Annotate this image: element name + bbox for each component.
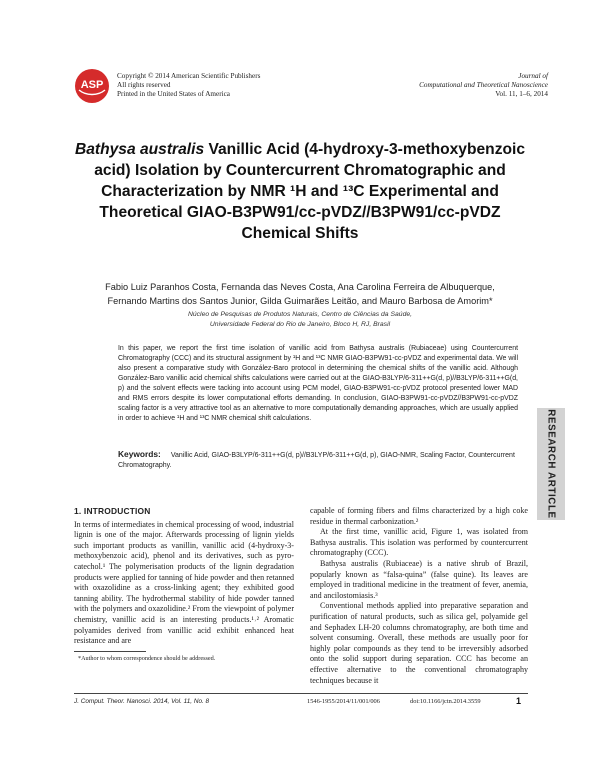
journal-name-line: Computational and Theoretical Nanoscience <box>419 81 548 89</box>
section-heading: 1. INTRODUCTION <box>74 506 151 516</box>
affiliation-line: Núcleo de Pesquisas de Produtos Naturais, Centro de Ciências da Saúde, <box>187 311 413 318</box>
authors-line: Fabio Luiz Paranhos Costa, Fernanda das Neves Costa, Ana Carolina Ferreira de Albuquerque, <box>105 282 495 292</box>
keywords <box>118 449 518 471</box>
copyright-notice <box>117 72 260 99</box>
logo-text: ASP <box>80 79 104 91</box>
author-list <box>70 281 530 308</box>
article-type-label: RESEARCH ARTICLE <box>545 409 557 519</box>
article-title <box>70 139 530 244</box>
article-type-tab <box>537 408 565 520</box>
title-species: Bathysa australis <box>74 141 205 158</box>
footer-doi: doi:10.1166/jctn.2014.3559 <box>410 698 481 705</box>
abstract: In this paper, we report the first time isolation of vanillic acid from Bathysa australis (Rubiaceae) using Countercurrent Chromatography (CCC) and its structural assignment by ¹H and ¹³C NMR GIAO-B3PW91-cc-pVDZ and experimental data. We will also present a comparative study with González-Baro protocol in determining the chemical shifts of the vanillic acid. Although González-Baro vanillic acid chemical shifts calculations were carried out at the GIAO-B3LYP/6-311++G(d, p)//B3LYP/6-311++G(d, p) and the solvent effects were tacking into account using PCM model, GIAO-B3PW91-cc-pVDZ protocol presented lower MAD and RMS errors despite its lower computational efforts demanding. In conclusion, GIAO-B3PW91-cc-pVDZ//B3PW91-cc-pVDZ scaling factor is a very attractive tool as an alternative to more computationally demanding approaches, which are usually applied in order to achieve ¹H and ¹³C NMR chemical shift calculations. <box>118 345 518 423</box>
body-paragraph: Bathysa australis (Rubiaceae) is a native shrub of Brazil, popularly known as “falsa-quina” (false quine). Its leaves are employed in traditional medicine in the treatment of fever, anemia, and ancilostomiasis.³ <box>310 558 528 600</box>
footer-divider <box>74 693 528 694</box>
keywords-label: Keywords: <box>118 449 161 459</box>
journal-name-line: Journal of <box>518 72 548 80</box>
body-paragraph: Conventional methods applied into preparative separation and purification of natural products, such as silica gel, polyamide gel and Sephadex LH-20 columns chromatography, are both time and solvent consuming. Overall, these methods are usually poor for highly polar compounds as they tend to be irreversibly adsorbed onto the solid support during separation. CCC has become an effective alternative to the conventional chromatography techniques because it <box>310 601 528 685</box>
publisher-logo <box>74 68 110 104</box>
copyright-line: Printed in the United States of America <box>117 90 230 98</box>
affiliation-line: Universidade Federal do Rio de Janeiro, Bloco H, RJ, Brasil <box>209 321 391 328</box>
journal-info <box>348 72 548 99</box>
footer-journal-ref: J. Comput. Theor. Nanosci. 2014, Vol. 11, No. 8 <box>74 698 210 705</box>
keywords-text: Vanillic Acid, GIAO-B3LYP/6-311++G(d, p)//B3LYP/6-311++G(d, p), GIAO-NMR, Scaling Factor, Countercurrent Chromatography. <box>118 452 515 469</box>
body-column-left <box>74 506 294 647</box>
body-paragraph: At the first time, vanillic acid, Figure 1, was isolated from Bathysa australis. This isolation was performed by countercurrent chromatography (CCC). <box>310 527 528 558</box>
copyright-line: All rights reserved <box>117 81 171 89</box>
body-column-right <box>310 506 528 686</box>
body-paragraph: capable of forming fibers and films characterized by a high coke residue in thermal carbonization.² <box>310 506 528 526</box>
copyright-line: Copyright © 2014 American Scientific Publishers <box>117 72 261 80</box>
body-paragraph: In terms of intermediates in chemical processing of wood, industrial lignin is one of the major. Afterwards processing of lignin yields such important products as vanillin, vanillic acid (4-hydroxy-3-methoxybenzoic acid), phenol and its derivatives, such as pyro-catechol.¹ The polymerisation products of the lignin degradation products were applied for tanning of hide powder and then retanned with oxazolidine as a cross-linking agent; they exhibited good tanning ability. The hydrothermal stability of hide powder tanned with the polymers and oxazolidine.² From the viewpoint of polymer chemistry, vanillic acid is an interesting products.¹˒² Aromatic polyamides derived from vanillic acid exhibit enhanced heat resistance and are <box>74 519 294 646</box>
authors-line: Fernando Martins dos Santos Junior, Gilda Guimarães Leitão, and Mauro Barbosa de Amorim* <box>107 295 493 306</box>
footnote: *Author to whom correspondence should be addressed. <box>78 655 216 662</box>
footnote-divider <box>74 651 146 652</box>
journal-volume: Vol. 11, 1–6, 2014 <box>495 90 548 98</box>
footer-issn: 1546-1955/2014/11/001/006 <box>307 698 380 705</box>
affiliation <box>70 310 530 330</box>
page-number: 1 <box>516 696 522 706</box>
title-rest: Vanillic Acid (4-hydroxy-3-methoxybenzoic acid) Isolation by Countercurrent Chromatographic and Characterization by NMR ¹H and ¹³C Experimental and Theoretical GIAO-B3PW91/cc-pVDZ//B3PW91/cc-pVDZ Chemical Shifts <box>94 141 526 242</box>
